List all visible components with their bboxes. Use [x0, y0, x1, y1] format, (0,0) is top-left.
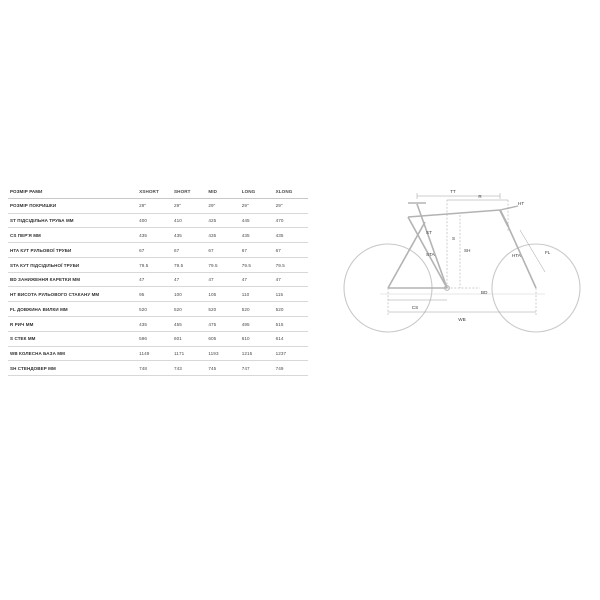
table-row	[8, 287, 308, 302]
cell-mid: 605	[206, 331, 239, 346]
bike-geometry-diagram	[340, 182, 590, 342]
table-body	[8, 198, 308, 375]
cell-xshort: 435	[137, 228, 172, 243]
seat-tube-line	[417, 204, 447, 288]
cell-xlong: 29"	[274, 198, 308, 213]
table-row	[8, 213, 308, 228]
cell-short: 47	[172, 272, 206, 287]
cell-long: 495	[240, 317, 274, 332]
cell-short: 1171	[172, 346, 206, 361]
cell-long: 47	[240, 272, 274, 287]
row-label: BD ЗАНИЖЕННЯ КАРЕТКИ ММ	[8, 272, 137, 287]
cell-xshort: 400	[137, 213, 172, 228]
table-row	[8, 243, 308, 258]
table-row	[8, 272, 308, 287]
cell-mid: 425	[206, 213, 239, 228]
label-ht: HT	[518, 201, 525, 206]
row-label: CS ПЕР'Я ММ	[8, 228, 137, 243]
label-sh: SH	[464, 248, 471, 253]
column-header-xshort: XSHORT	[137, 184, 172, 198]
table-header-row	[8, 184, 308, 198]
stem	[500, 206, 518, 210]
column-header-size: РОЗМІР РАМИ	[8, 184, 137, 198]
label-wb: WB	[458, 317, 466, 322]
cell-xlong: 79.5	[274, 257, 308, 272]
cell-long: 747	[240, 361, 274, 376]
table-row	[8, 302, 308, 317]
row-label: SH СТЕНДОВЕР ММ	[8, 361, 137, 376]
cell-mid: 29"	[206, 198, 239, 213]
cell-xlong: 520	[274, 302, 308, 317]
table-row	[8, 198, 308, 213]
cell-xlong: 67	[274, 243, 308, 258]
cell-mid: 475	[206, 317, 239, 332]
label-sta: STA	[426, 252, 435, 257]
row-label: WB КОЛЕСНА БАЗА ММ	[8, 346, 137, 361]
cell-short: 743	[172, 361, 206, 376]
cell-xshort: 47	[137, 272, 172, 287]
table-row	[8, 317, 308, 332]
cell-mid: 520	[206, 302, 239, 317]
cell-short: 520	[172, 302, 206, 317]
cell-xlong: 1237	[274, 346, 308, 361]
cell-xshort: 1149	[137, 346, 172, 361]
cell-long: 110	[240, 287, 274, 302]
label-tt: TT	[450, 189, 456, 194]
row-label: STA КУТ ПІДСІДІЛЬНОЇ ТРУБИ	[8, 257, 137, 272]
row-label: HT ВИСОТА РУЛЬОВОГО СТАКАНУ ММ	[8, 287, 137, 302]
cell-short: 455	[172, 317, 206, 332]
label-fl: FL	[545, 250, 551, 255]
cell-mid: 79.5	[206, 257, 239, 272]
seatstay	[388, 222, 425, 288]
cell-xlong: 115	[274, 287, 308, 302]
cell-short: 100	[172, 287, 206, 302]
cell-xshort: 596	[137, 331, 172, 346]
cell-mid: 47	[206, 272, 239, 287]
dim-fork-length	[520, 230, 545, 272]
label-bd: BD	[481, 290, 488, 295]
column-header-long: LONG	[240, 184, 274, 198]
label-s: S	[452, 236, 456, 241]
label-cs: CS	[411, 305, 419, 310]
table-row	[8, 361, 308, 376]
row-label: R РИЧ ММ	[8, 317, 137, 332]
table-row	[8, 228, 308, 243]
table-row	[8, 346, 308, 361]
cell-long: 435	[240, 228, 274, 243]
cell-xlong: 515	[274, 317, 308, 332]
column-header-short: SHORT	[172, 184, 206, 198]
cell-mid: 1193	[206, 346, 239, 361]
cell-short: 29"	[172, 198, 206, 213]
cell-xlong: 435	[274, 228, 308, 243]
table-header	[8, 184, 308, 198]
row-label: S СТЕК ММ	[8, 331, 137, 346]
cell-mid: 67	[206, 243, 239, 258]
row-label: FL ДОВЖИНА ВИЛКИ ММ	[8, 302, 137, 317]
cell-long: 29"	[240, 198, 274, 213]
cell-xshort: 95	[137, 287, 172, 302]
row-label: HTA КУТ РУЛЬОВОЇ ТРУБИ	[8, 243, 137, 258]
cell-mid: 105	[206, 287, 239, 302]
cell-short: 435	[172, 228, 206, 243]
table-row	[8, 331, 308, 346]
cell-xlong: 749	[274, 361, 308, 376]
row-label: РОЗМІР ПОКРИШКИ	[8, 198, 137, 213]
cell-xshort: 435	[137, 317, 172, 332]
cell-xlong: 614	[274, 331, 308, 346]
geometry-table	[8, 184, 308, 376]
cell-xshort: 79.5	[137, 257, 172, 272]
cell-long: 1215	[240, 346, 274, 361]
cell-xshort: 520	[137, 302, 172, 317]
cell-short: 410	[172, 213, 206, 228]
column-header-xlong: XLONG	[274, 184, 308, 198]
cell-long: 520	[240, 302, 274, 317]
row-label: ST ПІДСІДІЛЬНА ТРУБА ММ	[8, 213, 137, 228]
label-st: ST	[426, 230, 432, 235]
cell-long: 610	[240, 331, 274, 346]
label-r: R	[478, 194, 482, 199]
cell-short: 601	[172, 331, 206, 346]
cell-xlong: 47	[274, 272, 308, 287]
cell-short: 67	[172, 243, 206, 258]
head-tube	[500, 210, 508, 226]
cell-long: 79.5	[240, 257, 274, 272]
cell-long: 445	[240, 213, 274, 228]
cell-short: 79.5	[172, 257, 206, 272]
cell-mid: 435	[206, 228, 239, 243]
cell-mid: 745	[206, 361, 239, 376]
label-hta: HTA	[512, 253, 521, 258]
table-row	[8, 257, 308, 272]
cell-xshort: 748	[137, 361, 172, 376]
column-header-mid: MID	[206, 184, 239, 198]
cell-long: 67	[240, 243, 274, 258]
cell-xshort: 29"	[137, 198, 172, 213]
cell-xlong: 470	[274, 213, 308, 228]
cell-xshort: 67	[137, 243, 172, 258]
